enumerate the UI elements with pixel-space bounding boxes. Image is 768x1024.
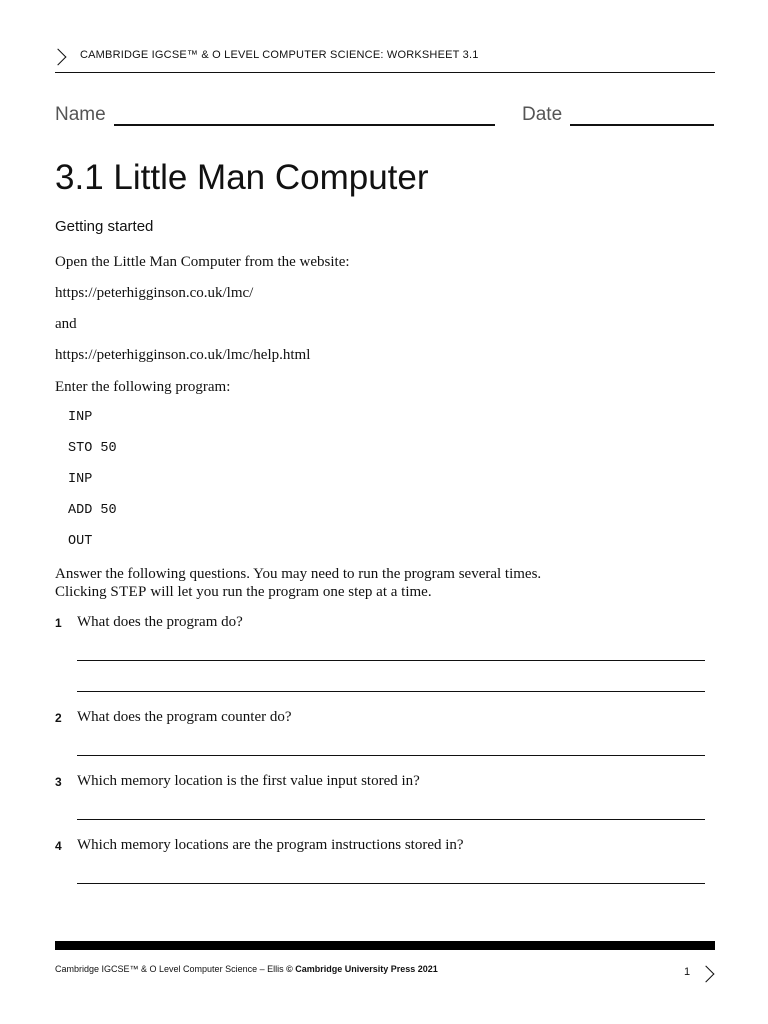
footer-chevron-right-icon[interactable] bbox=[698, 966, 715, 983]
instructions-line2-start: Clicking bbox=[55, 584, 111, 600]
answer-line[interactable] bbox=[77, 819, 705, 820]
lmc-help-link[interactable]: https://peterhigginson.co.uk/lmc/help.html bbox=[55, 347, 311, 363]
header-title: CAMBRIDGE IGCSE™ & O LEVEL COMPUTER SCIENCE: WORKSHEET 3.1 bbox=[80, 49, 479, 61]
answer-line[interactable] bbox=[77, 883, 705, 884]
footer-bar bbox=[55, 941, 715, 950]
open-instruction: Open the Little Man Computer from the website: bbox=[55, 254, 350, 270]
question-number: 4 bbox=[55, 839, 62, 853]
page-number: 1 bbox=[684, 966, 691, 978]
answer-line[interactable] bbox=[77, 660, 705, 661]
question-text: Which memory location is the first value input stored in? bbox=[77, 773, 420, 789]
question-text: What does the program do? bbox=[77, 614, 243, 630]
question-text: Which memory locations are the program instructions stored in? bbox=[77, 837, 464, 853]
answer-instructions bbox=[55, 565, 541, 601]
code-line: OUT bbox=[68, 534, 93, 549]
instructions-line2-end: will let you run the program one step at a time. bbox=[146, 584, 432, 600]
header-divider bbox=[55, 72, 715, 73]
code-line: ADD 50 bbox=[68, 503, 117, 518]
section-subtitle: Getting started bbox=[55, 218, 154, 235]
instructions-line1: Answer the following questions. You may need to run the program several times. bbox=[55, 566, 542, 582]
date-label: Date bbox=[522, 104, 563, 125]
question-number: 3 bbox=[55, 775, 62, 789]
code-line: STO 50 bbox=[68, 441, 117, 456]
answer-line[interactable] bbox=[77, 691, 705, 692]
page-title: 3.1 Little Man Computer bbox=[55, 158, 429, 197]
footer-credit bbox=[55, 964, 438, 974]
footer-copyright: © Cambridge University Press 2021 bbox=[286, 964, 438, 974]
name-field-line[interactable] bbox=[114, 124, 495, 126]
date-field-line[interactable] bbox=[570, 124, 714, 126]
header-chevron-right-icon bbox=[50, 49, 67, 66]
enter-instruction: Enter the following program: bbox=[55, 379, 231, 395]
question-number: 2 bbox=[55, 711, 62, 725]
answer-line[interactable] bbox=[77, 755, 705, 756]
footer-course: Cambridge IGCSE™ & O Level Computer Science – Ellis bbox=[55, 964, 287, 974]
and-text: and bbox=[55, 316, 77, 332]
code-line: INP bbox=[68, 410, 93, 425]
code-line: INP bbox=[68, 472, 93, 487]
name-label: Name bbox=[55, 104, 106, 125]
question-number: 1 bbox=[55, 616, 62, 630]
question-text: What does the program counter do? bbox=[77, 709, 292, 725]
instructions-step-keyword: STEP bbox=[110, 584, 147, 600]
lmc-link[interactable]: https://peterhigginson.co.uk/lmc/ bbox=[55, 285, 254, 301]
